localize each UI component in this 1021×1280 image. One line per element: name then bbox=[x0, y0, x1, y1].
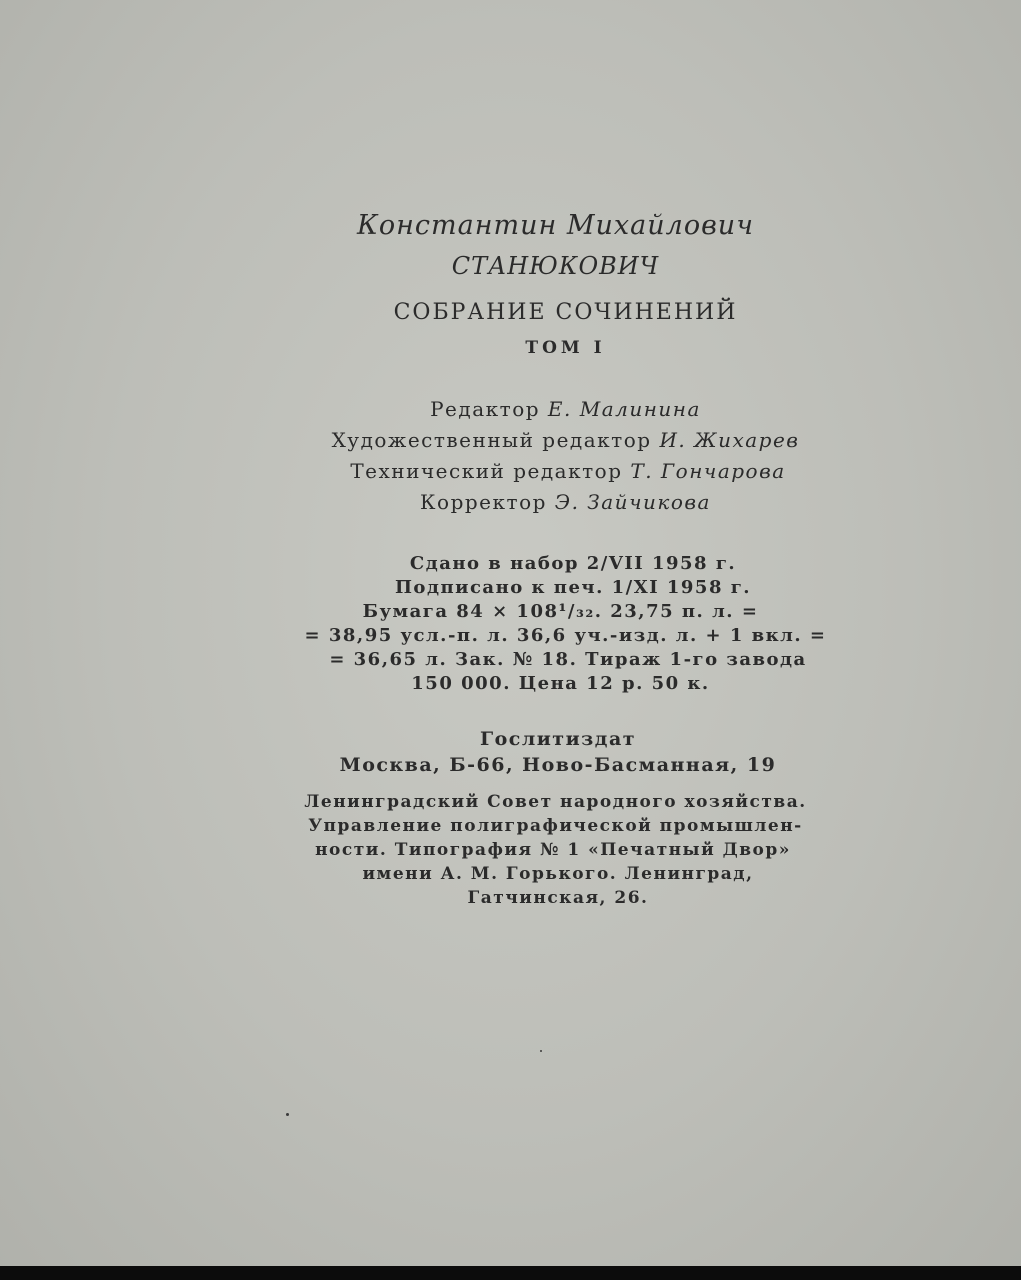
credit-name: Э. Зайчикова bbox=[554, 490, 711, 514]
publisher-name: Гослитиздат bbox=[479, 728, 637, 750]
printer-block bbox=[0, 790, 1021, 910]
credit-role: Корректор bbox=[420, 490, 547, 514]
printer-line: Гатчинская, 26. bbox=[467, 888, 649, 908]
credit-name: Е. Малинина bbox=[547, 397, 701, 421]
imprint-line: 150 000. Цена 12 р. 50 к. bbox=[411, 673, 710, 694]
credit-proofreader bbox=[0, 487, 1021, 518]
printer-line: Управление полиграфической промышлен- bbox=[308, 816, 803, 836]
imprint-line: Подписано к печ. 1/XI 1958 г. bbox=[394, 577, 752, 598]
credit-name: Т. Гончарова bbox=[630, 459, 786, 483]
paper-speck bbox=[540, 1050, 542, 1052]
credit-name: И. Жихарев bbox=[659, 428, 800, 452]
printer-line: ности. Типография № 1 «Печатный Двор» bbox=[315, 840, 791, 860]
paper-speck bbox=[286, 1113, 289, 1116]
imprint-line: Бумага 84 × 108¹/₃₂. 23,75 п. л. = bbox=[362, 601, 759, 622]
credit-role: Художественный редактор bbox=[331, 428, 652, 452]
printer-line: имени А. М. Горького. Ленинград, bbox=[362, 864, 754, 884]
credit-role: Редактор bbox=[430, 397, 541, 421]
publisher-address: Москва, Б-66, Ново-Басманная, 19 bbox=[339, 754, 777, 776]
credit-editor bbox=[0, 394, 1021, 425]
author-last-name: СТАНЮКОВИЧ bbox=[451, 252, 660, 280]
volume-label: ТОМ I bbox=[525, 338, 606, 358]
imprint-line: = 38,95 усл.-п. л. 36,6 уч.-изд. л. + 1 вкл. = bbox=[304, 625, 827, 646]
credits-block bbox=[0, 394, 1021, 518]
credit-role: Технический редактор bbox=[350, 459, 623, 483]
imprint-line: Сдано в набор 2/VII 1958 г. bbox=[409, 553, 737, 574]
publisher-block bbox=[0, 726, 1021, 778]
credit-art-editor bbox=[0, 425, 1021, 456]
photo-border bbox=[0, 1266, 1021, 1280]
credit-tech-editor bbox=[0, 456, 1021, 487]
author-first-name: Константин Михайлович bbox=[357, 210, 754, 241]
imprint-block bbox=[0, 552, 1021, 696]
printer-line: Ленинградский Совет народного хозяйства. bbox=[304, 792, 807, 812]
collection-title: СОБРАНИЕ СОЧИНЕНИЙ bbox=[393, 300, 738, 325]
imprint-line: = 36,65 л. Зак. № 18. Тираж 1-го завода bbox=[329, 649, 807, 670]
